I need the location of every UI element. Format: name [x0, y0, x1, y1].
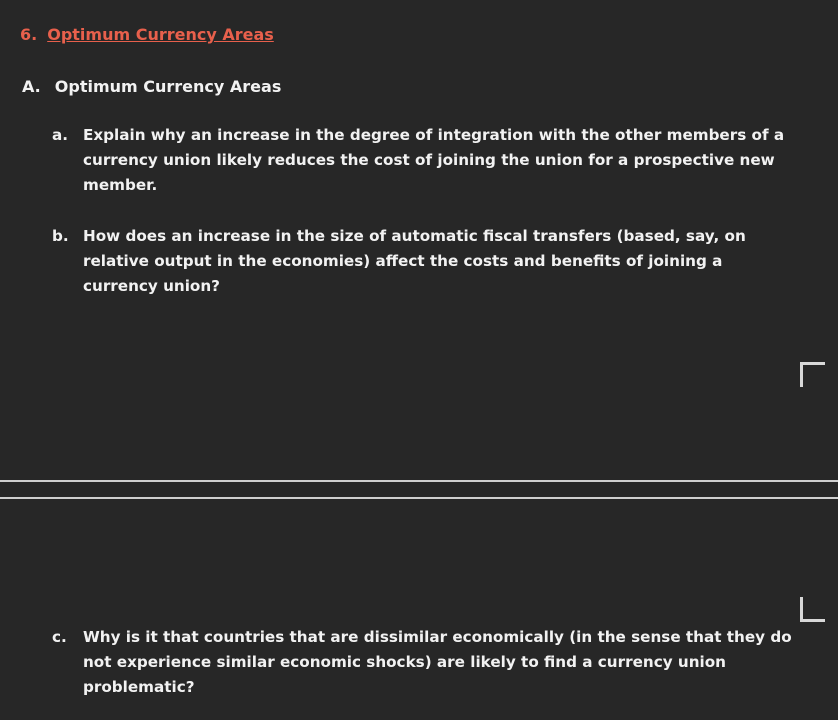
- subsection-letter: A.: [22, 77, 41, 96]
- question-letter: a.: [52, 126, 69, 144]
- crop-mark-bottom-left-icon: [800, 597, 825, 622]
- crop-mark-top-left-icon: [800, 362, 825, 387]
- question-text: How does an increase in the size of automatic fiscal transfers (based, say, on relative output in the economies) affect the costs and benefits of joining a currency union?: [83, 227, 746, 295]
- question-text: Explain why an increase in the degree of integration with the other members of a currency union likely reduces the cost of joining the union for a prospective new member.: [83, 126, 785, 194]
- question-a: [52, 123, 792, 198]
- section-heading: [20, 25, 274, 44]
- question-text: Why is it that countries that are dissimilar economically (in the sense that they do not experience similar economic shocks) are likely to find a currency union problematic?: [83, 628, 792, 696]
- page-divider-top: [0, 480, 838, 482]
- question-letter: b.: [52, 227, 69, 245]
- subsection-title: Optimum Currency Areas: [54, 77, 282, 96]
- section-number: 6.: [20, 25, 38, 44]
- question-b: [52, 224, 792, 299]
- section-title-link[interactable]: Optimum Currency Areas: [47, 25, 274, 44]
- question-letter: c.: [52, 628, 67, 646]
- subsection-heading: [22, 77, 281, 96]
- question-c: [52, 625, 792, 700]
- page-divider-bottom: [0, 497, 838, 499]
